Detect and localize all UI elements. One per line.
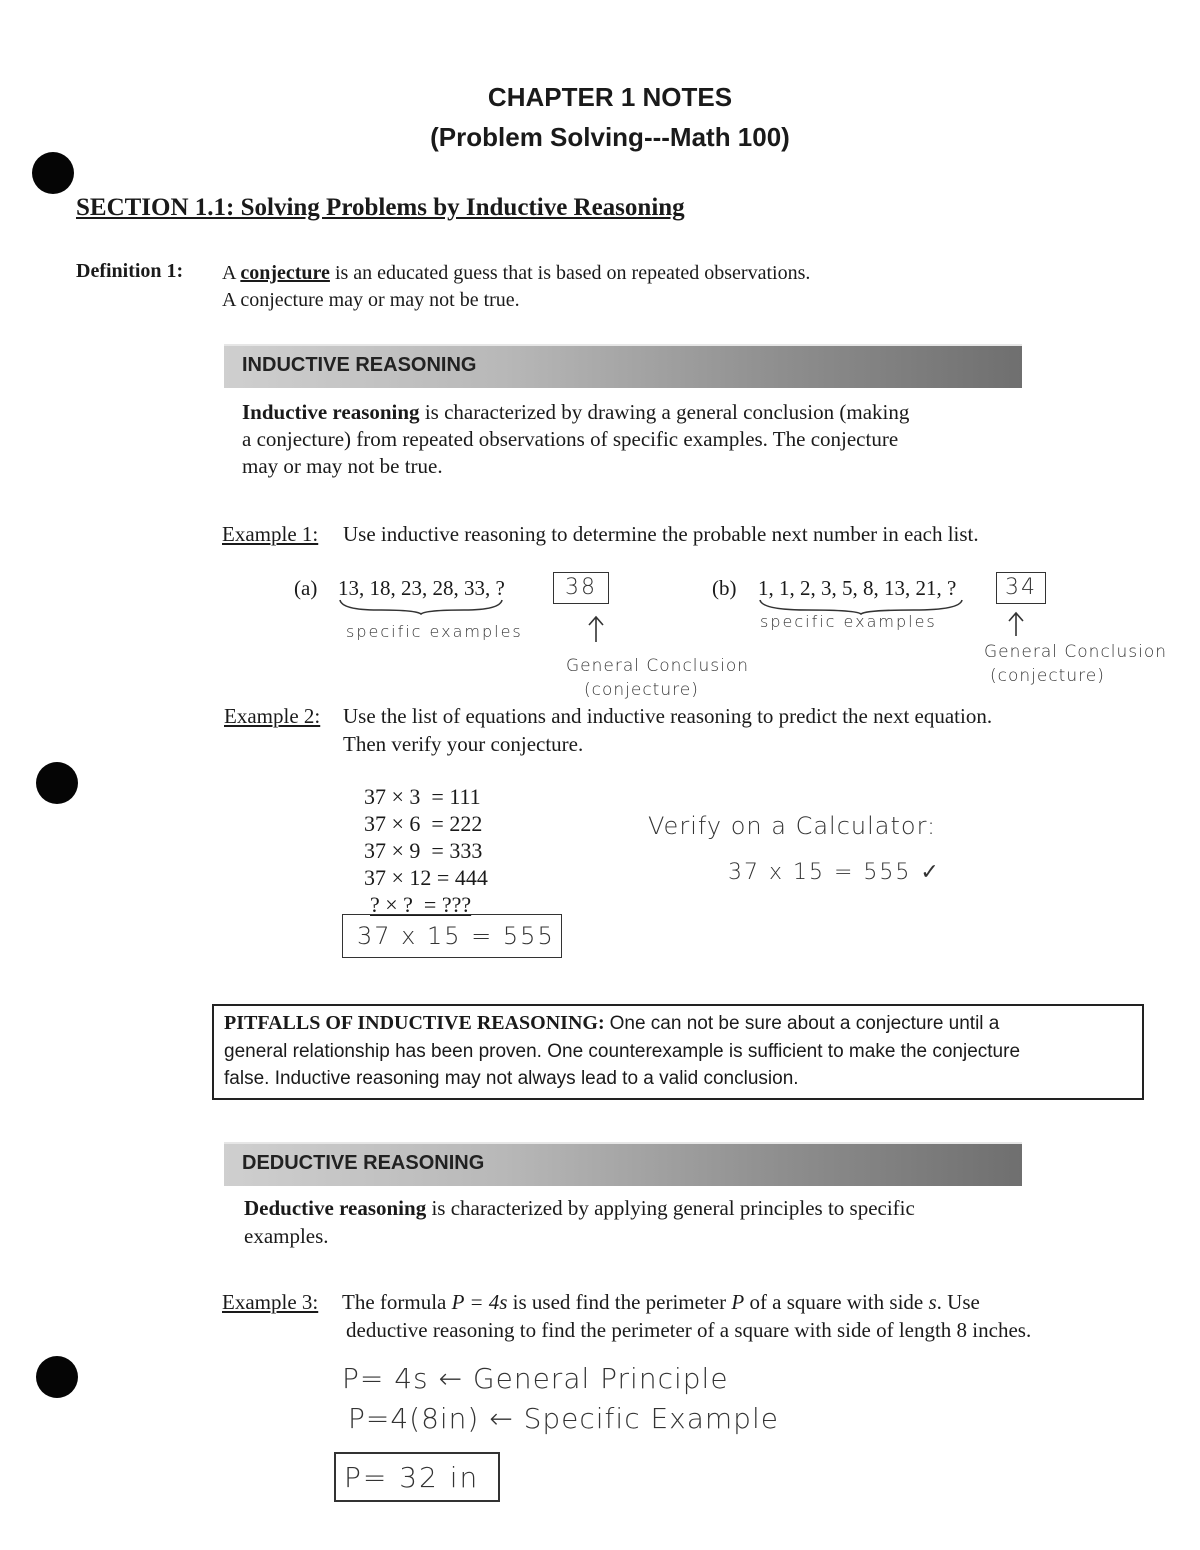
example1b-label: (b): [712, 576, 737, 600]
example3-answer: P= 32 in: [344, 1461, 480, 1494]
example1-text: Use inductive reasoning to determine the probable next number in each list.: [343, 522, 979, 546]
page-title: CHAPTER 1 NOTES: [487, 82, 733, 112]
deductive-banner: [224, 1142, 1022, 1186]
example3-answer-box: [334, 1452, 500, 1502]
binder-hole-top: [32, 152, 74, 194]
arrow-up-icon: [1006, 610, 1026, 638]
deductive-line1-rest: is characterized by applying general principles to specific: [426, 1196, 915, 1220]
inductive-line2: a conjecture) from repeated observations of specific examples. The conjecture: [242, 427, 899, 451]
example3-var-p: P: [731, 1290, 745, 1314]
pitfalls-text1: One can not be sure about a conjecture until a: [609, 1013, 1000, 1034]
example1a-conjecture-note: (conjecture): [584, 680, 699, 700]
deductive-line2: examples.: [244, 1224, 329, 1248]
example1a-label: (a): [294, 576, 318, 600]
example2-answer: 37 x 15 = 555: [357, 922, 555, 950]
deductive-line1: [244, 1196, 915, 1221]
example3-text2: deductive reasoning to find the perimeter of a square with side of length 8 inches.: [346, 1318, 1032, 1342]
example3-general-principle: P= 4s ← General Principle: [342, 1362, 729, 1395]
example3-text1-a: The formula: [342, 1290, 452, 1314]
example1a-answer-box: [553, 572, 609, 604]
pitfalls-line2: general relationship has been proven. One counterexample is sufficient to make the conjecture: [224, 1041, 1021, 1062]
example3-text1-d: . Use: [936, 1290, 980, 1314]
page-subtitle: (Problem Solving---Math 100): [430, 122, 790, 152]
example2-label: Example 2:: [224, 704, 321, 728]
example3-text1-b: is used find the perimeter: [507, 1290, 732, 1314]
equation-row: 37 × 6 = 222: [364, 811, 483, 836]
inductive-banner-label: INDUCTIVE REASONING: [242, 354, 477, 376]
example1-label: Example 1:: [222, 522, 319, 546]
example1a-specific-note: specific examples: [346, 622, 523, 641]
example3-text1: [342, 1290, 980, 1315]
inductive-line1-rest: is characterized by drawing a general conclusion (making: [419, 400, 910, 424]
example1a-list: 13, 18, 23, 28, 33, ?: [338, 576, 505, 600]
example1b-general-note: General Conclusion: [984, 642, 1168, 662]
example2-text1: Use the list of equations and inductive reasoning to predict the next equation.: [343, 704, 993, 728]
definition-rest: is an educated guess that is based on repeated observations.: [329, 262, 811, 284]
section-heading: SECTION 1.1: Solving Problems by Inductive Reasoning: [76, 194, 685, 221]
example1b-list: 1, 1, 2, 3, 5, 8, 13, 21, ?: [758, 576, 957, 600]
example2-text2: Then verify your conjecture.: [343, 732, 584, 756]
binder-hole-bottom: [36, 1356, 78, 1398]
verify-calculation: 37 x 15 = 555 ✓: [728, 860, 941, 885]
example1a-general-note: General Conclusion: [566, 656, 750, 676]
example3-label: Example 3:: [222, 1290, 319, 1314]
example1a-answer: 38: [565, 575, 597, 600]
inductive-line1: [242, 400, 909, 425]
example3-text1-c: of a square with side: [744, 1290, 929, 1314]
inductive-term: Inductive reasoning: [242, 400, 420, 424]
definition-line2: A conjecture may or may not be true.: [222, 289, 520, 311]
pitfalls-box: [212, 1004, 1144, 1100]
inductive-banner: [224, 344, 1022, 388]
equation-row-unknown: ? × ? = ???: [370, 892, 472, 917]
example1b-answer: 34: [1005, 575, 1037, 600]
definition-term: conjecture: [240, 262, 330, 284]
example3-specific-example: P=4(8in) ← Specific Example: [348, 1402, 779, 1435]
brace-a-icon: [338, 598, 504, 616]
equation-row: 37 × 9 = 333: [364, 838, 483, 863]
example3-formula: P = 4s: [451, 1290, 508, 1314]
example3-var-s: s: [928, 1290, 937, 1314]
inductive-line3: may or may not be true.: [242, 454, 443, 478]
pitfalls-title: PITFALLS OF INDUCTIVE REASONING:: [224, 1012, 605, 1034]
example1b-conjecture-note: (conjecture): [990, 666, 1105, 686]
equation-row: 37 × 3 = 111: [364, 784, 481, 809]
example1b-answer-box: [996, 572, 1046, 604]
deductive-banner-label: DEDUCTIVE REASONING: [242, 1152, 485, 1174]
deductive-term: Deductive reasoning: [244, 1196, 427, 1220]
definition-text: [222, 262, 810, 285]
example2-answer-box: [342, 914, 562, 958]
equation-row: 37 × 12 = 444: [364, 865, 488, 890]
definition-prefix: A: [222, 262, 241, 284]
verify-note: Verify on a Calculator:: [648, 812, 937, 840]
pitfalls-line1: [224, 1012, 999, 1035]
binder-hole-middle: [36, 762, 78, 804]
definition-label: Definition 1:: [76, 260, 184, 282]
arrow-up-icon: [586, 614, 606, 644]
example1b-specific-note: specific examples: [760, 612, 937, 631]
pitfalls-line3: false. Inductive reasoning may not always lead to a valid conclusion.: [224, 1068, 799, 1089]
